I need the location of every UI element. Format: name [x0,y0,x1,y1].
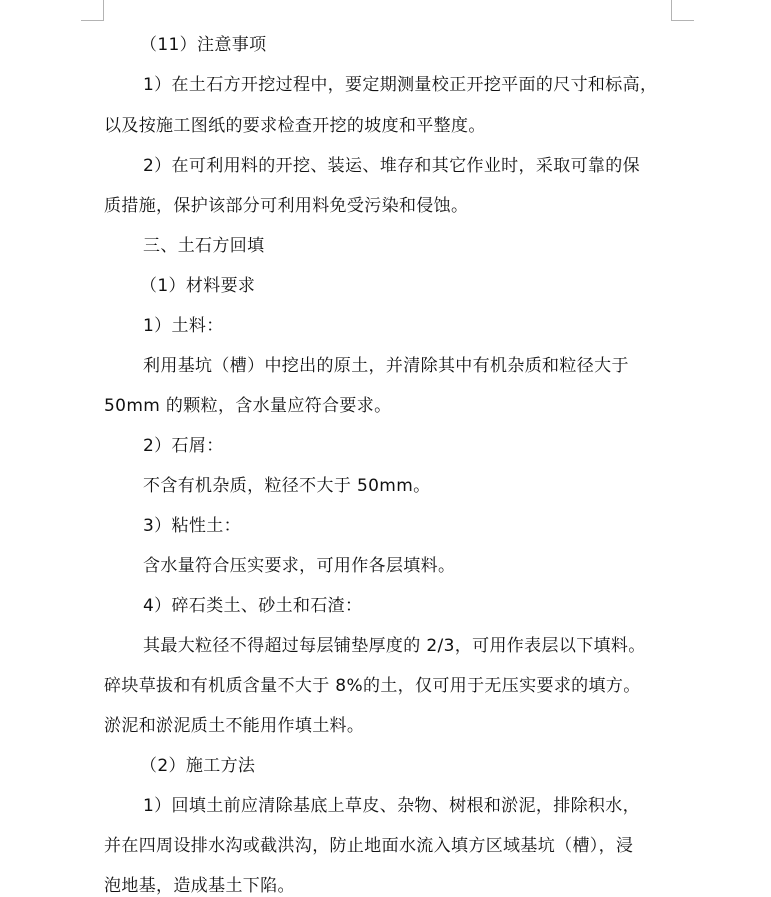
paragraph-line: 1）回填土前应清除基底上草皮、杂物、树根和淤泥，排除积水， [143,796,640,816]
top-left-margin-mark [81,0,104,21]
paragraph-line: 50mm 的颗粒，含水量应符合要求。 [104,396,392,416]
item-heading-stone-chips: 2）石屑： [143,436,224,456]
paragraph-line: 利用基坑（槽）中挖出的原土，并清除其中有机杂质和粒径大于 [143,356,629,376]
top-right-margin-mark [671,0,694,21]
paragraph-line: 碎块草拔和有机质含量不大于 8%的土，仅可用于无压实要求的填方。 [104,676,641,696]
paragraph-line: 1）在土石方开挖过程中，要定期测量校正开挖平面的尺寸和标高， [143,75,658,95]
paragraph-line: 以及按施工图纸的要求检查开挖的坡度和平整度。 [104,116,486,136]
paragraph-line: 泡地基，造成基土下陷。 [104,876,295,896]
item-heading-gravel: 4）碎石类土、砂土和石渣： [143,596,363,616]
paragraph-line: 不含有机杂质，粒径不大于 50mm。 [143,476,431,496]
paragraph-line: 2）在可利用料的开挖、装运、堆存和其它作业时，采取可靠的保 [143,156,640,176]
subheading-methods: （2）施工方法 [140,756,256,776]
paragraph-line: 并在四周设排水沟或截洪沟，防止地面水流入填方区域基坑（槽），浸 [104,836,634,856]
paragraph-line: 淤泥和淤泥质土不能用作填土料。 [104,716,365,736]
heading-precautions: （11）注意事项 [140,35,267,55]
item-heading-soil: 1）土料： [143,316,224,336]
item-heading-clay: 3）粘性土： [143,516,241,536]
subheading-materials: （1）材料要求 [140,276,256,296]
paragraph-line: 质措施，保护该部分可利用料免受污染和侵蚀。 [104,196,469,216]
paragraph-line: 含水量符合压实要求，可用作各层填料。 [143,556,456,576]
section-heading-backfill: 三、土石方回填 [143,236,265,256]
paragraph-line: 其最大粒径不得超过每层铺垫厚度的 2/3，可用作表层以下填料。 [143,636,646,656]
